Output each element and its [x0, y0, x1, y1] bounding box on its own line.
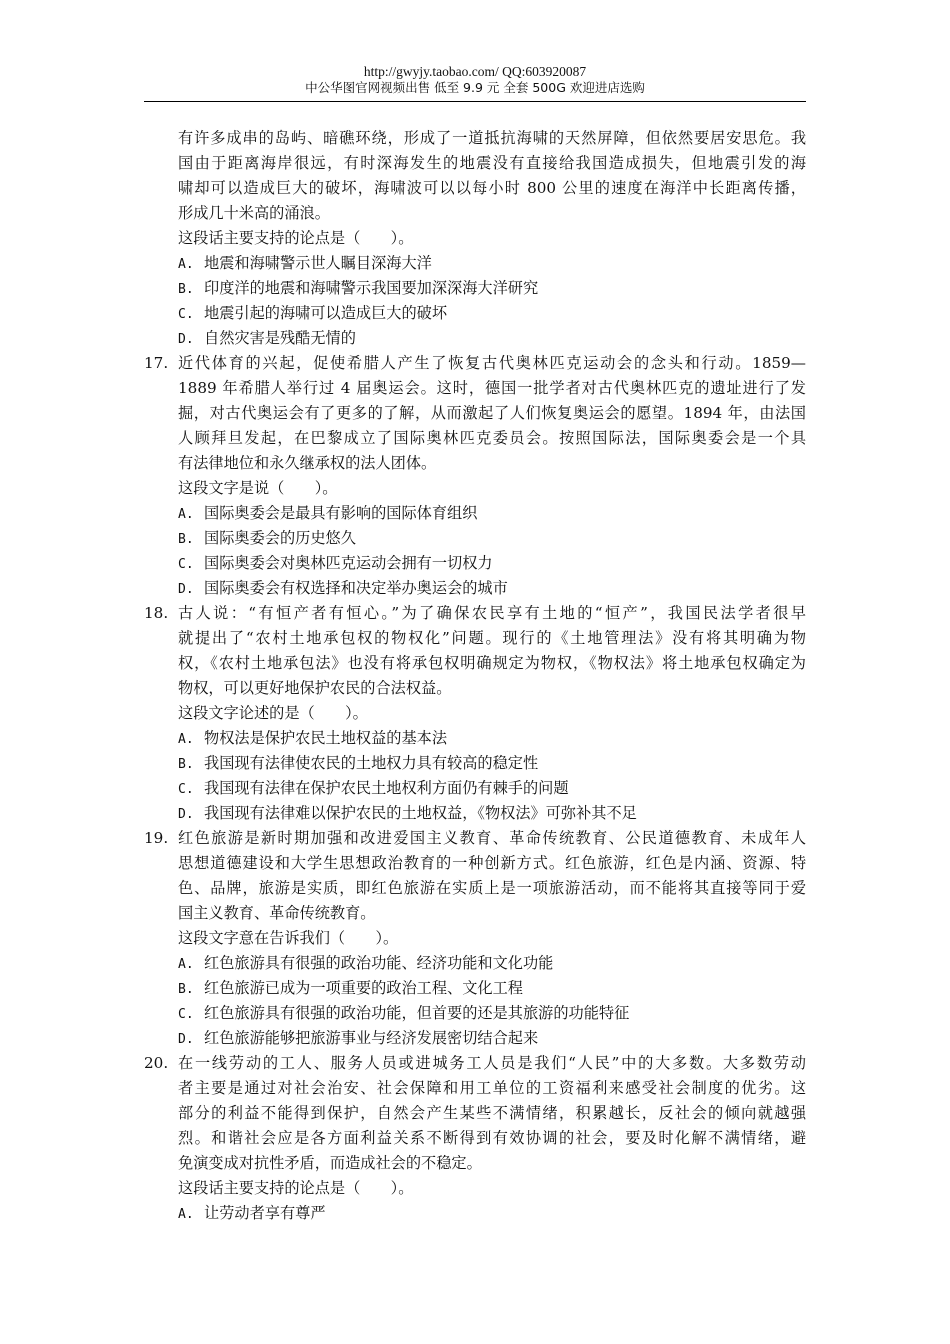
option-c: [144, 551, 806, 576]
question-block: [144, 826, 806, 1051]
question-prompt: 这段文字是说（ ）。: [178, 479, 338, 497]
option-letter: C.: [178, 557, 194, 572]
option-text: 印度洋的地震和海啸警示我国要加深深海大洋研究: [204, 279, 539, 297]
question-number: 20.: [144, 1054, 169, 1072]
paragraph-line: 掘，对古代奥运会有了更多的了解，从而激起了人们恢复奥运会的愿望。1894 年，由法国: [178, 404, 806, 422]
option-letter: A.: [178, 732, 194, 747]
paragraph-line: 19. 红色旅游是新时期加强和改进爱国主义教育、革命传统教育、公民道德教育、未成年人: [144, 826, 806, 851]
option-letter: D.: [178, 582, 194, 597]
option-b: [144, 276, 806, 301]
option-d: [144, 801, 806, 826]
option-text: 红色旅游具有很强的政治功能，但首要的还是其旅游的功能特征: [204, 1004, 630, 1022]
option-b: [144, 751, 806, 776]
page-header: [144, 64, 806, 96]
option-text: 我国现有法律在保护农民土地权利方面仍有棘手的问题: [204, 779, 569, 797]
option-letter: A.: [178, 1207, 194, 1222]
paragraph-line: 啸却可以造成巨大的破坏，海啸波可以以每小时 800 公里的速度在海洋中长距离传播，: [178, 179, 806, 197]
question-number: 19.: [144, 829, 169, 847]
paragraph-line: 色、品牌，旅游是实质，即红色旅游在实质上是一项旅游活动，而不能将其直接等同于爱: [178, 879, 806, 897]
option-c: [144, 776, 806, 801]
header-rule: [144, 101, 806, 102]
paragraph-line: 1889 年希腊人举行过 4 届奥运会。这时，德国一批学者对古代奥林匹克的遗址进行了发: [178, 379, 806, 397]
question-block: [144, 601, 806, 826]
paragraph-line: 20. 在一线劳动的工人、服务人员或进城务工人员是我们“人民”中的大多数。大多数劳动: [144, 1051, 806, 1076]
option-text: 自然灾害是残酷无情的: [204, 329, 356, 347]
header-ad-text: 中公华图官网视频出售 低至 9.9 元 全套 500G 欢迎进店选购: [305, 80, 645, 95]
paragraph-line: 就提出了“农村土地承包权的物权化”问题。现行的《土地管理法》没有将其明确为物: [178, 629, 806, 647]
question-block: [144, 351, 806, 601]
option-letter: D.: [178, 807, 194, 822]
option-text: 国际奥委会是最具有影响的国际体育组织: [204, 504, 478, 522]
option-text: 我国现有法律难以保护农民的土地权益，《物权法》可弥补其不足: [204, 804, 637, 822]
paragraph-line: 国由于距离海岸很远，有时深海发生的地震没有直接给我国造成损失，但地震引发的海: [178, 154, 806, 172]
paragraph-line: 者主要是通过对社会治安、社会保障和用工单位的工资福利来感受社会制度的优劣。这: [178, 1079, 806, 1097]
paragraph-line: 烈。和谐社会应是各方面利益关系不断得到有效协调的社会，要及时化解不满情绪，避: [178, 1129, 806, 1147]
option-letter: B.: [178, 532, 194, 547]
question-prompt: 这段文字意在告诉我们（ ）。: [178, 929, 399, 947]
option-letter: A.: [178, 257, 194, 272]
option-c: [144, 1001, 806, 1026]
option-letter: C.: [178, 782, 194, 797]
paragraph-line: 有法律地位和永久继承权的法人团体。: [178, 454, 437, 472]
option-letter: A.: [178, 507, 194, 522]
option-text: 红色旅游能够把旅游事业与经济发展密切结合起来: [204, 1029, 539, 1047]
document-body: [144, 126, 806, 1226]
option-letter: A.: [178, 957, 194, 972]
option-text: 地震引起的海啸可以造成巨大的破坏: [204, 304, 447, 322]
paragraph-line: 形成几十米高的涌浪。: [178, 204, 330, 222]
question-prompt: 这段文字论述的是（ ）。: [178, 704, 368, 722]
question-number: 18.: [144, 604, 169, 622]
option-text: 国际奥委会的历史悠久: [204, 529, 356, 547]
option-b: [144, 976, 806, 1001]
question-number: 17.: [144, 354, 169, 372]
paragraph-line: 17. 近代体育的兴起，促使希腊人产生了恢复古代奥林匹克运动会的念头和行动。1859—: [144, 351, 806, 376]
question-block: [144, 1051, 806, 1226]
option-d: [144, 576, 806, 601]
option-c: [144, 301, 806, 326]
paragraph-line: 权，《农村土地承包法》也没有将承包权明确规定为物权，《物权法》将土地承包权确定为: [178, 654, 806, 672]
option-d: [144, 326, 806, 351]
option-a: [144, 951, 806, 976]
option-letter: C.: [178, 307, 194, 322]
option-text: 我国现有法律使农民的土地权力具有较高的稳定性: [204, 754, 539, 772]
option-letter: D.: [178, 332, 194, 347]
option-d: [144, 1026, 806, 1051]
option-a: [144, 726, 806, 751]
paragraph-line: 18. 古人说：“有恒产者有恒心。”为了确保农民享有土地的“恒产”，我国民法学者很早: [144, 601, 806, 626]
paragraph-line: 有许多成串的岛屿、暗礁环绕，形成了一道抵抗海啸的天然屏障，但依然要居安思危。我: [178, 129, 806, 147]
option-text: 物权法是保护农民土地权益的基本法: [204, 729, 447, 747]
option-a: [144, 251, 806, 276]
option-text: 红色旅游具有很强的政治功能、经济功能和文化功能: [204, 954, 554, 972]
paragraph-line: 人顾拜旦发起，在巴黎成立了国际奥林匹克委员会。按照国际法，国际奥委会是一个具: [178, 429, 806, 447]
header-url: http://gwyjy.taobao.com/ QQ:603920087: [363, 64, 587, 79]
option-letter: B.: [178, 982, 194, 997]
question-prompt: 这段话主要支持的论点是（ ）。: [178, 1179, 414, 1197]
option-letter: B.: [178, 757, 194, 772]
question-block: [144, 126, 806, 351]
option-text: 国际奥委会有权选择和决定举办奥运会的城市: [204, 579, 508, 597]
paragraph-line: 部分的利益不能得到保护，自然会产生某些不满情绪，积累越长，反社会的倾向就越强: [178, 1104, 806, 1122]
option-letter: D.: [178, 1032, 194, 1047]
paragraph-line: 思想道德建设和大学生思想政治教育的一种创新方式。红色旅游，红色是内涵、资源、特: [178, 854, 806, 872]
option-a: [144, 501, 806, 526]
question-prompt: 这段话主要支持的论点是（ ）。: [178, 229, 414, 247]
option-text: 地震和海啸警示世人瞩目深海大洋: [204, 254, 432, 272]
paragraph-line: 国主义教育、革命传统教育。: [178, 904, 376, 922]
paragraph-line: 物权，可以更好地保护农民的合法权益。: [178, 679, 452, 697]
paragraph-line: 免演变成对抗性矛盾，而造成社会的不稳定。: [178, 1154, 482, 1172]
option-b: [144, 526, 806, 551]
option-text: 让劳动者享有尊严: [204, 1204, 326, 1222]
option-text: 红色旅游已成为一项重要的政治工程、文化工程: [204, 979, 523, 997]
option-letter: C.: [178, 1007, 194, 1022]
option-letter: B.: [178, 282, 194, 297]
option-a: [144, 1201, 806, 1226]
option-text: 国际奥委会对奥林匹克运动会拥有一切权力: [204, 554, 493, 572]
